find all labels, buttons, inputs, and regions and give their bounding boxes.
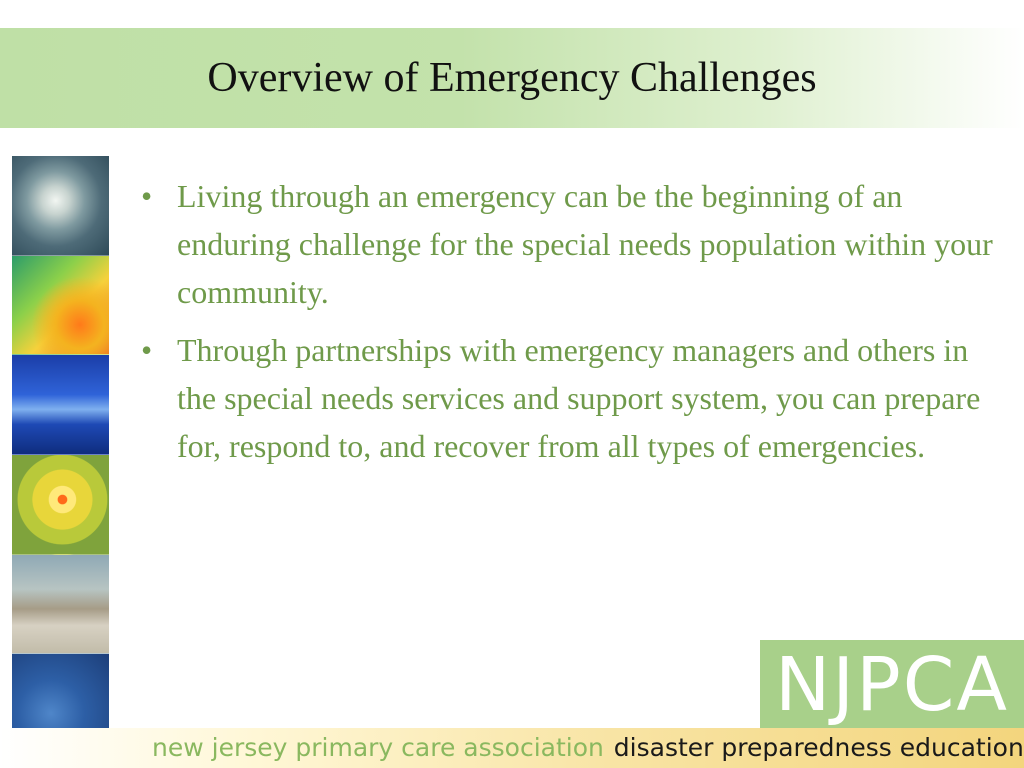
logo-text: NJPCA	[774, 642, 1010, 728]
sandbags-flood-image	[12, 555, 109, 655]
bullet-icon: •	[141, 178, 153, 214]
bullet-item	[137, 326, 997, 470]
footer-organization: new jersey primary care association	[152, 733, 604, 762]
footer-program: disaster preparedness education	[613, 733, 1024, 762]
image-strip	[12, 156, 109, 754]
bullet-list	[137, 172, 997, 470]
footer	[152, 732, 1024, 764]
slide-title: Overview of Emergency Challenges	[207, 55, 817, 101]
bullet-icon: •	[141, 332, 153, 368]
ambulance-image	[12, 355, 109, 455]
slide-content	[137, 172, 997, 480]
njpca-logo	[760, 640, 1024, 730]
hurricane-image	[12, 156, 109, 256]
bullet-text: Through partnerships with emergency managers and others in the special needs services and support system, you can prepare for, respond to, and recover from all types of emergencies.	[177, 332, 981, 464]
lab-test-tubes-image	[12, 256, 109, 356]
bullet-item	[137, 172, 997, 316]
radiation-image	[12, 455, 109, 555]
bullet-text: Living through an emergency can be the beginning of an enduring challenge for the special needs population within your community.	[177, 178, 993, 310]
